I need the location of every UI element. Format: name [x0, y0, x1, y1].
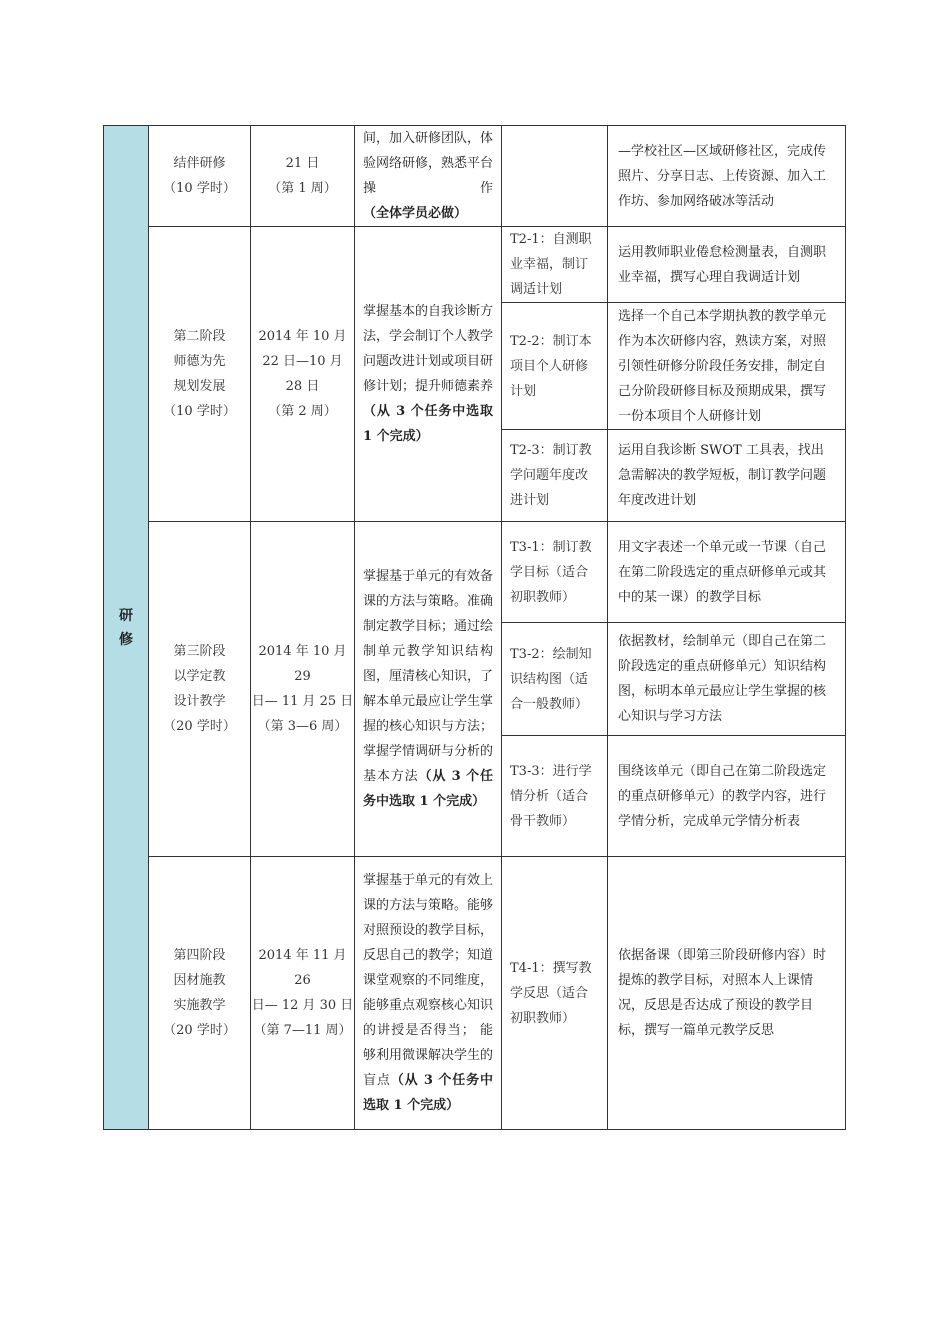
- task-description-cell: —学校社区—区域研修社区，完成传照片、分享日志、上传资源、加入工作坊、参加网络破冰等活动: [608, 126, 846, 227]
- date-cell: 21 日 （第 1 周）: [251, 126, 355, 227]
- table-row: [104, 857, 846, 1130]
- task-description-cell: 运用自我诊断 SWOT 工具表，找出急需解决的教学短板，制订教学问题年度改进计划: [608, 430, 846, 522]
- task-description-cell: 围绕该单元（即自己在第二阶段选定的重点研修单元）的教学内容，进行学情分析，完成单元学情分析表: [608, 736, 846, 857]
- table-row: [104, 126, 846, 227]
- training-schedule-table: [103, 125, 846, 1130]
- goal-cell: 掌握基本的自我诊断方法，学会制订个人教学问题改进计划或项目研修计划；提升师德素养（从 3 个任务中选取 1 个完成）: [355, 227, 502, 522]
- goal-cell: 间，加入研修团队，体验网络研修，熟悉平台操作（全体学员必做）: [355, 126, 502, 227]
- table-row: [104, 227, 846, 303]
- date-cell: 2014 年 10 月 22 日—10 月 28 日 （第 2 周）: [251, 227, 355, 522]
- section-label-cell: [104, 126, 149, 1130]
- section-label-char: 研: [119, 607, 133, 624]
- task-cell: T2-3：制订教学问题年度改进计划: [502, 430, 608, 522]
- task-cell: T3-1：制订教学目标（适合初职教师）: [502, 522, 608, 623]
- task-description-cell: 用文字表述一个单元或一节课（自己在第二阶段选定的重点研修单元或其中的某一课）的教学目标: [608, 522, 846, 623]
- table-row: [104, 522, 846, 623]
- stage-cell: 第四阶段 因材施教 实施教学 （20 学时）: [149, 857, 251, 1130]
- task-cell: T2-1：自测职业幸福，制订调适计划: [502, 227, 608, 303]
- task-description-cell: 依据备课（即第三阶段研修内容）时提炼的教学目标，对照本人上课情况，反思是否达成了预设的教学目标，撰写一篇单元教学反思: [608, 857, 846, 1130]
- section-label-char: 修: [119, 631, 133, 648]
- task-cell: T3-3：进行学情分析（适合骨干教师）: [502, 736, 608, 857]
- task-description-cell: 依据教材，绘制单元（即自己在第二阶段选定的重点研修单元）知识结构图，标明本单元最应让学生掌握的核心知识与学习方法: [608, 623, 846, 736]
- date-cell: 2014 年 11 月 26 日— 12 月 30 日 （第 7—11 周）: [251, 857, 355, 1130]
- task-cell: T4-1：撰写教学反思（适合初职教师）: [502, 857, 608, 1130]
- stage-cell: 第三阶段 以学定教 设计教学 （20 学时）: [149, 522, 251, 857]
- task-cell: [502, 126, 608, 227]
- task-description-cell: 选择一个自己本学期执教的教学单元作为本次研修内容，熟读方案，对照引领性研修分阶段任务安排，制定自己分阶段研修目标及预期成果，撰写一份本项目个人研修计划: [608, 303, 846, 430]
- stage-cell: 第二阶段 师德为先 规划发展 （10 学时）: [149, 227, 251, 522]
- goal-cell: 掌握基于单元的有效备课的方法与策略。准确制定教学目标；通过绘制单元教学知识结构图，厘清核心知识，了解本单元最应让学生掌握的核心知识与方法；掌握学情调研与分析的基本方法（从 3 个任务中选取 1 个完成）: [355, 522, 502, 857]
- stage-cell: 结伴研修 （10 学时）: [149, 126, 251, 227]
- task-cell: T3-2：绘制知识结构图（适合一般教师）: [502, 623, 608, 736]
- task-cell: T2-2：制订本项目个人研修计划: [502, 303, 608, 430]
- date-cell: 2014 年 10 月 29 日— 11 月 25 日 （第 3—6 周）: [251, 522, 355, 857]
- task-description-cell: 运用教师职业倦怠检测量表，自测职业幸福，撰写心理自我调适计划: [608, 227, 846, 303]
- goal-cell: 掌握基于单元的有效上课的方法与策略。能够对照预设的教学目标，反思自己的教学；知道课堂观察的不同维度，能够重点观察核心知识的讲授是否得当； 能够利用微课解决学生的盲点（从 3 个任务中选取 1 个完成）: [355, 857, 502, 1130]
